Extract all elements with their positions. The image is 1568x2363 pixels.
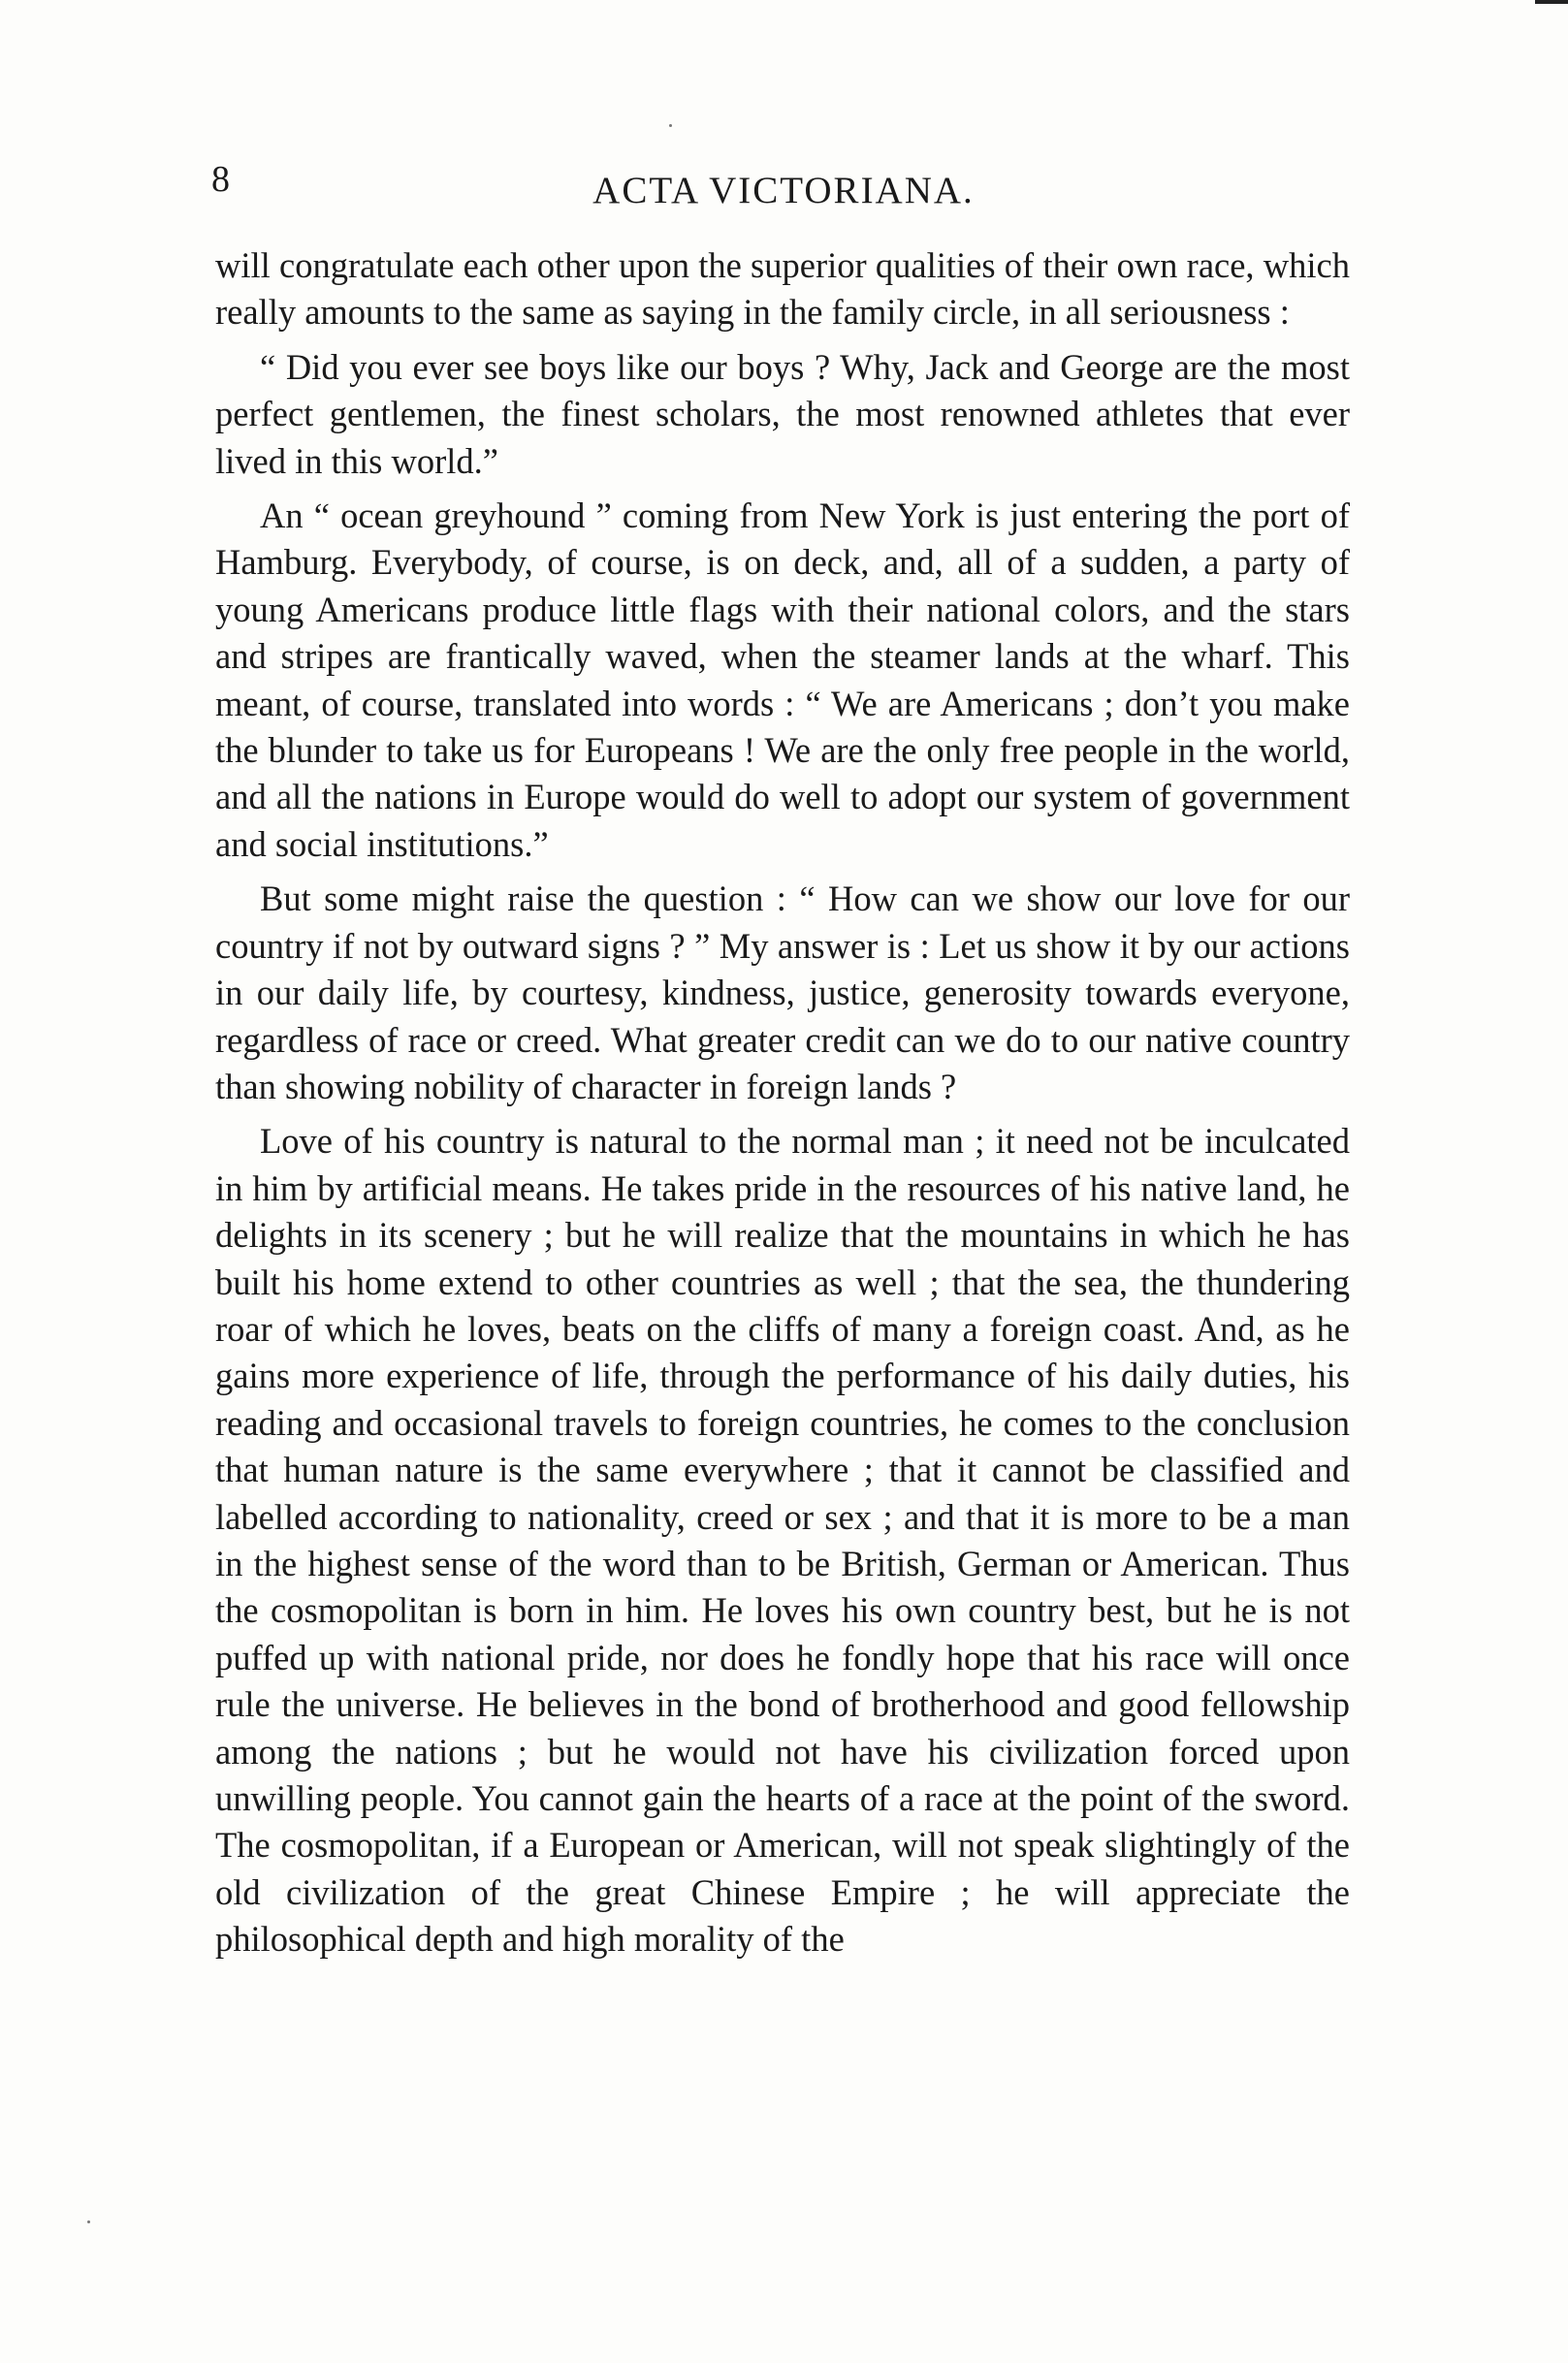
- running-head: ACTA VICTORIANA.: [592, 170, 975, 211]
- paragraph: But some might raise the question : “ How can we show our love for our country if not by outward signs ? ” My answer is : Let us show it by our actions in our daily life, by courtesy, kindness, justice, generosity towards everyone, regardless of race or creed. What greater credit can we do to our native country than showing nobility of character in foreign lands ?: [215, 878, 1350, 1106]
- paragraph: Love of his country is natural to the normal man ; it need not be inculcated in him by artificial means. He takes pride in the resources of his native land, he delights in its scenery ; but he will realize that the mountains in which he has built his home extend to other countries as well ; that the sea, the thundering roar of which he loves, beats on the cliffs of many a foreign coast. And, as he gains more experience of life, through the performance of his daily duties, his reading and occasional travels to foreign countries, he comes to the conclusion that human nature is the same everywhere ; that it cannot be classified and labelled according to nationality, creed or sex ; and that it is more to be a man in the highest sense of the word than to be British, German or American. Thus the cosmopolitan is born in him. He loves his own country best, but he is not puffed up with national pride, nor does he fondly hope that his race will once rule the universe. He believes in the bond of brotherhood and good fellowship among the nations ; but he would not have his civilization forced upon unwilling people. You cannot gain the hearts of a race at the point of the sword. The cosmopolitan, if a European or American, will not speak slightingly of the old civilization of the great Chinese Empire ; he will appreciate the philosophical depth and high morality of the: [215, 1121, 1350, 1960]
- paragraph: An “ ocean greyhound ” coming from New York is just entering the port of Hamburg. Everybody, of course, is on deck, and, all of a sudden, a party of young Americans produce little flags with their national colors, and the stars and stripes are frantically waved, when the steamer lands at the wharf. This meant, of course, translated into words : “ We are Americans ; don’t you make the blunder to take us for Europeans ! We are the only free people in the world, and all the nations in Europe would do well to adopt our system of government and social institutions.”: [215, 495, 1350, 864]
- paragraph: “ Did you ever see boys like our boys ? Why, Jack and George are the most perfect gentlemen, the finest scholars, the most renowned athletes that ever lived in this world.”: [215, 346, 1350, 481]
- page-number: 8: [211, 159, 230, 200]
- page-header: [211, 155, 1356, 223]
- paragraph: will congratulate each other upon the superior qualities of their own race, which really amounts to the same as saying in the family circle, in all seriousness :: [215, 245, 1350, 333]
- scan-speck: [87, 2220, 90, 2223]
- scan-edge-mark: [1535, 0, 1568, 4]
- scan-speck: [669, 124, 672, 127]
- body-text: [215, 242, 1350, 1964]
